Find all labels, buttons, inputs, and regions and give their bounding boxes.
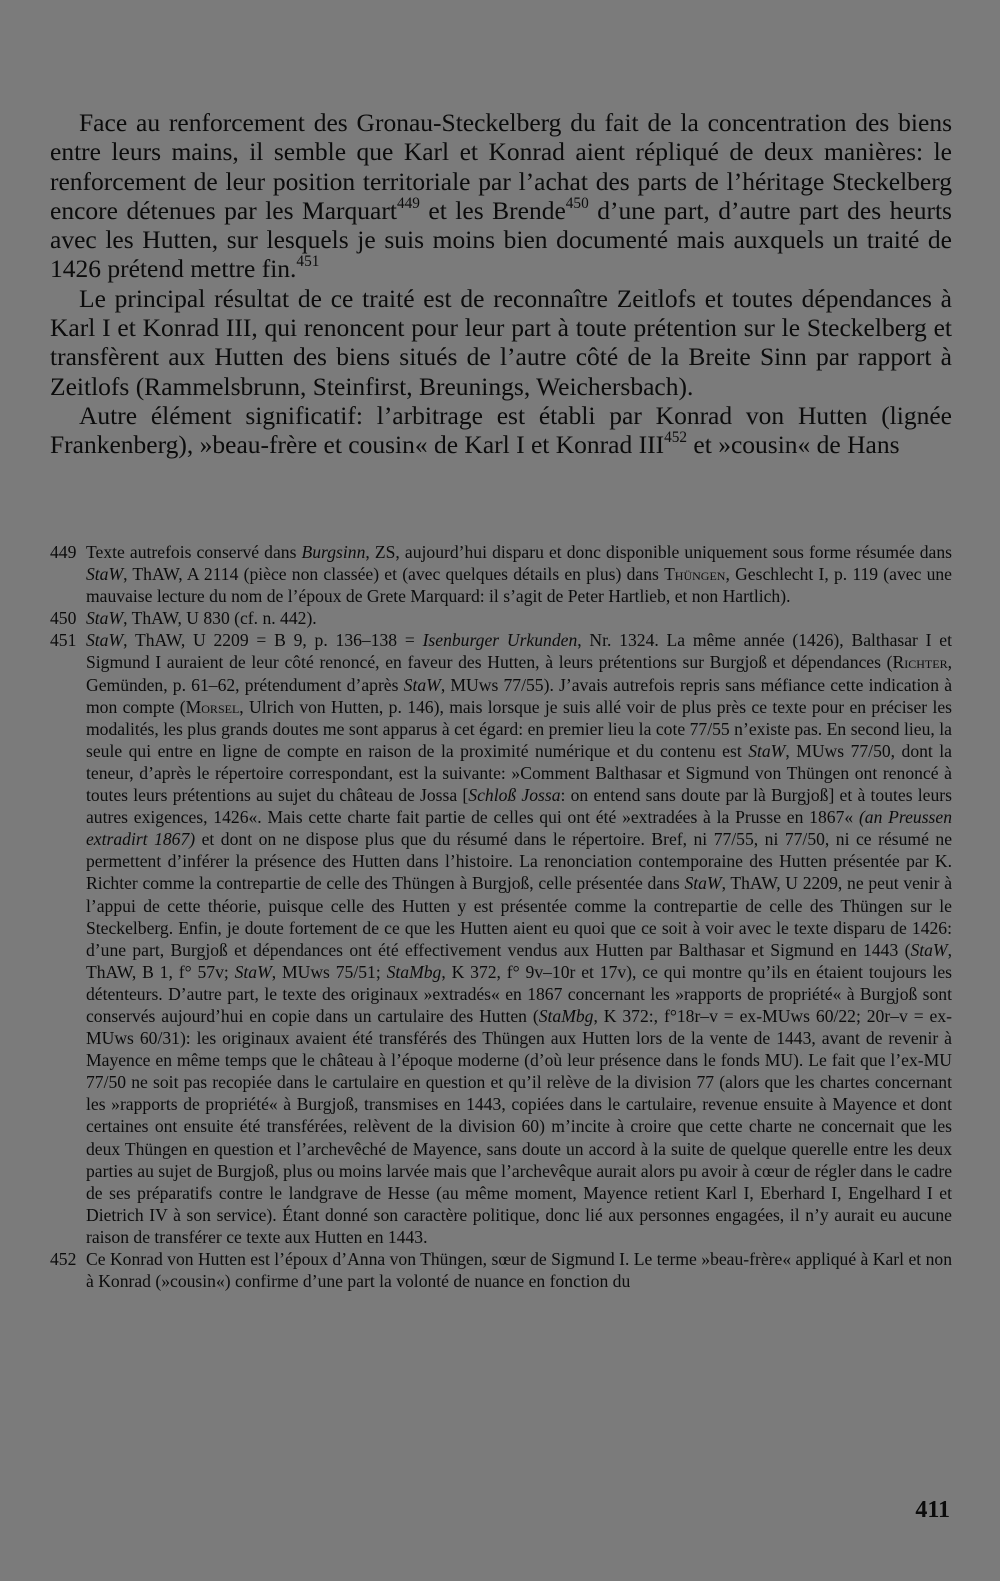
paragraph-1 <box>50 108 952 284</box>
footnotes <box>50 541 952 1292</box>
fn-source-italic: StaMbg <box>538 1005 594 1026</box>
fn-source-italic: StaW <box>234 961 272 982</box>
paragraph-3 <box>50 401 952 460</box>
paragraph-2: Le principal résultat de ce traité est de reconnaître Zeitlofs et toutes dépendances à Karl I et Konrad III, qui renoncent pour leur part à toute prétention sur le Steckelberg et transfèrent aux Hutten des biens situés de l’autre côté de la Breite Sinn par rapport à Zeitlofs (Rammelsbrunn, Steinfirst, Breunings, Weichersbach). <box>50 283 952 401</box>
fn-seg: , MUws 77/55). J’avais autrefois repris sans méfiance cette indication à mon compte ( <box>86 674 952 717</box>
footnote-text <box>86 607 952 629</box>
fn-source-italic: Isenburger Urkunden <box>422 630 578 651</box>
fn-seg: , MUws 75/51; <box>271 961 387 982</box>
fn-seg: , ThAW, U 2209 = B 9, p. 136–138 = <box>123 630 423 651</box>
fn-source-italic: Burgsinn <box>301 542 366 562</box>
fn-source-italic: StaMbg <box>386 961 442 982</box>
footnote-number: 449 <box>50 542 77 562</box>
p1-text-b: et les Brende <box>419 195 566 225</box>
fn-source-italic: StaW <box>86 564 124 585</box>
fn-author-smallcaps: Morsel <box>185 696 240 717</box>
p3-text-b: et »cousin« de Hans <box>687 430 900 460</box>
fn-seg: , K 372:, f°18r–v = ex-MUws 60/22; 20r–v = ex-MUws 60/31): les originaux avaient été transférés des Thüngen aux Hutten lors de la vente de 1443, avant de revenir à Mayence en même temps que le château à l’époque moderne (d’où leur présence dans le fonds MU). Le fait que l’ex-MU 77/50 ne soit pas recopiée dans le cartulaire en question et qu’il relève de la division 77 (alors que les chartes concernant les »rapports de propriété« à Burgjoß, transmises en 1443, copiées dans le cartulaire, revenue ensuite à Mayence et dont certaines ont ensuite été transférées, relèvent de la division 60) m’incite à croire que cette charte ne concernait que les deux Thüngen en question et l’archevêché de Mayence, sans doute un accord à la suite de quelque querelle entre les deux parties au sujet de Burgjoß, plus ou moins larvée mais que l’archevêque aurait alors pu avoir à cœur de régler dans le cadre de ses préparatifs contre le landgrave de Hesse (au même moment, Mayence retient Karl I, Eberhard I, Engelhard I et Dietrich IV à son service). Étant donné son caractère politique, donc lié aux personnes engagées, il n’y aurait eu aucune raison de transférer ce texte aux Hutten en 1443. <box>86 1005 952 1247</box>
page-number: 411 <box>915 1497 950 1523</box>
fn-source-italic: StaW <box>910 939 948 960</box>
fn-seg: , MUws 77/50, dont la teneur, d’après le répertoire correspondant, est la suivante: »Comment Balthasar et Sigmund von Thüngen ont renoncé à toutes leurs prétentions au sujet du château de Jossa [ <box>86 740 952 806</box>
footnote-449 <box>50 541 952 607</box>
fn-seg: , Nr. 1324. La même année (1426), Balthasar I et Sigmund I auraient de leur côté renoncé, en faveur des Hutten, à leurs prétentions sur Burgjoß et dépendances ( <box>86 630 952 673</box>
fn-source-italic: StaW <box>403 674 441 695</box>
fn-seg: , ThAW, B 1, f° 57v; <box>86 939 952 982</box>
fn-source-italic: StaW <box>86 608 124 629</box>
footnote-ref-450: 450 <box>565 194 589 212</box>
footnote-451 <box>50 629 952 1248</box>
footnote-number: 452 <box>50 1249 77 1269</box>
fn-seg: , Ulrich von Hutten, p. 146), mais lorsque je suis allé voir de plus près ce texte pour en préciser les modalités, les plus grands doutes me sont apparus à cet égard: en premier lieu la cote 77/55 n’existe pas. En second lieu, la seule qui entre en ligne de compte en raison de la proximité numérique et du contenu est <box>86 696 952 761</box>
footnote-number: 450 <box>50 608 77 629</box>
fn-seg: , Geschlecht I, p. 119 (avec une mauvaise lecture du nom de l’époux de Grete Marquard: il s’agit de Peter Hartlieb, et non Hartlich). <box>86 564 952 607</box>
fn-seg: , K 372, f° 9v–10r et 17v), ce qui montre qu’ils en étaient toujours les détenteurs. D’autre part, le texte des originaux »extradés« en 1867 concernant les »rapports de propriété« à Burgjoß sont conservés aujourd’hui en copie dans un cartulaire des Hutten ( <box>86 961 952 1026</box>
fn-seg: , ThAW, U 830 (cf. n. 442). <box>123 608 317 629</box>
fn-author-smallcaps: Richter <box>892 652 948 673</box>
footnote-ref-451: 451 <box>296 253 320 271</box>
fn-source-italic: StaW <box>86 630 124 651</box>
fn-source-italic: StaW <box>748 740 786 761</box>
fn-seg: : on entend sans doute par là Burgjoß] et à toutes leurs autres exigences, 1426«. Mais cette charte fait partie de celles qui ont été »extradées à la Prusse en 1867« <box>86 785 952 828</box>
footnote-number: 451 <box>50 630 77 651</box>
fn-seg: , Gemünden, p. 61–62, prétendument d’après <box>86 652 952 695</box>
footnote-text <box>86 1248 952 1292</box>
main-text <box>50 108 952 460</box>
fn-source-italic: (an Preussen extradirt 1867) <box>86 807 953 850</box>
fn-source-italic: StaW <box>684 873 722 894</box>
p1-text-c: d’une part, d’autre part des heurts avec les Hutten, sur lesquels je suis moins bien documenté mais auxquels un traité de 1426 prétend mettre fin. <box>50 195 952 284</box>
p3-text-a: Autre élément significatif: l’arbitrage est établi par Konrad von Hutten (lignée Frankenberg), »beau-frère et cousin« de Karl I et Konrad III <box>50 400 952 460</box>
footnote-text <box>86 629 952 1248</box>
footnote-450 <box>50 607 952 629</box>
footnote-452 <box>50 1248 952 1292</box>
fn-author-smallcaps: Thüngen <box>664 564 726 585</box>
fn-seg: Ce Konrad von Hutten est l’époux d’Anna von Thüngen, sœur de Sigmund I. Le terme »beau-frère« appliqué à Karl et non à Konrad (»cousin«) confirme d’une part la volonté de nuance en fonction du <box>86 1249 952 1292</box>
footnote-ref-452: 452 <box>664 429 688 447</box>
footnote-ref-449: 449 <box>396 194 420 212</box>
fn-seg: Texte autrefois conservé dans <box>86 542 302 562</box>
fn-source-italic: Schloß Jossa <box>468 785 561 806</box>
p1-text-a: Face au renforcement des Gronau-Steckelberg du fait de la concentration des biens entre leurs mains, il semble que Karl et Konrad aient répliqué de deux manières: le renforcement de leur position territoriale par l’achat des parts de l’héritage Steckelberg encore détenues par les Marquart <box>50 108 952 225</box>
fn-seg: , ThAW, A 2114 (pièce non classée) et (avec quelques détails en plus) dans <box>123 564 665 585</box>
footnote-text <box>86 541 952 607</box>
fn-seg: et dont on ne dispose plus que du résumé dans le répertoire. Bref, ni 77/55, ni 77/50, ni ce résumé ne permettent d’inférer la présence des Hutten dans l’histoire. La renonciation contemporaine des Hutten présentée par K. Richter comme la contrepartie de celle des Thüngen à Burgjoß, celle présentée dans <box>86 829 953 894</box>
fn-seg: , ZS, aujourd’hui disparu et donc disponible uniquement sous forme résumée dans <box>365 542 953 562</box>
fn-seg: , ThAW, U 2209, ne peut venir à l’appui de cette théorie, puisque celle des Hutten y est présentée comme la contrepartie de celle des Thüngen sur le Steckelberg. Enfin, je doute fortement de ce que les Hutten aient eu quoi que ce soit à voir avec le texte disparu de 1426: d’une part, Burgjoß et dépendances ont été effectivement vendus aux Hutten par Balthasar et Sigmund en 1443 ( <box>86 873 953 960</box>
